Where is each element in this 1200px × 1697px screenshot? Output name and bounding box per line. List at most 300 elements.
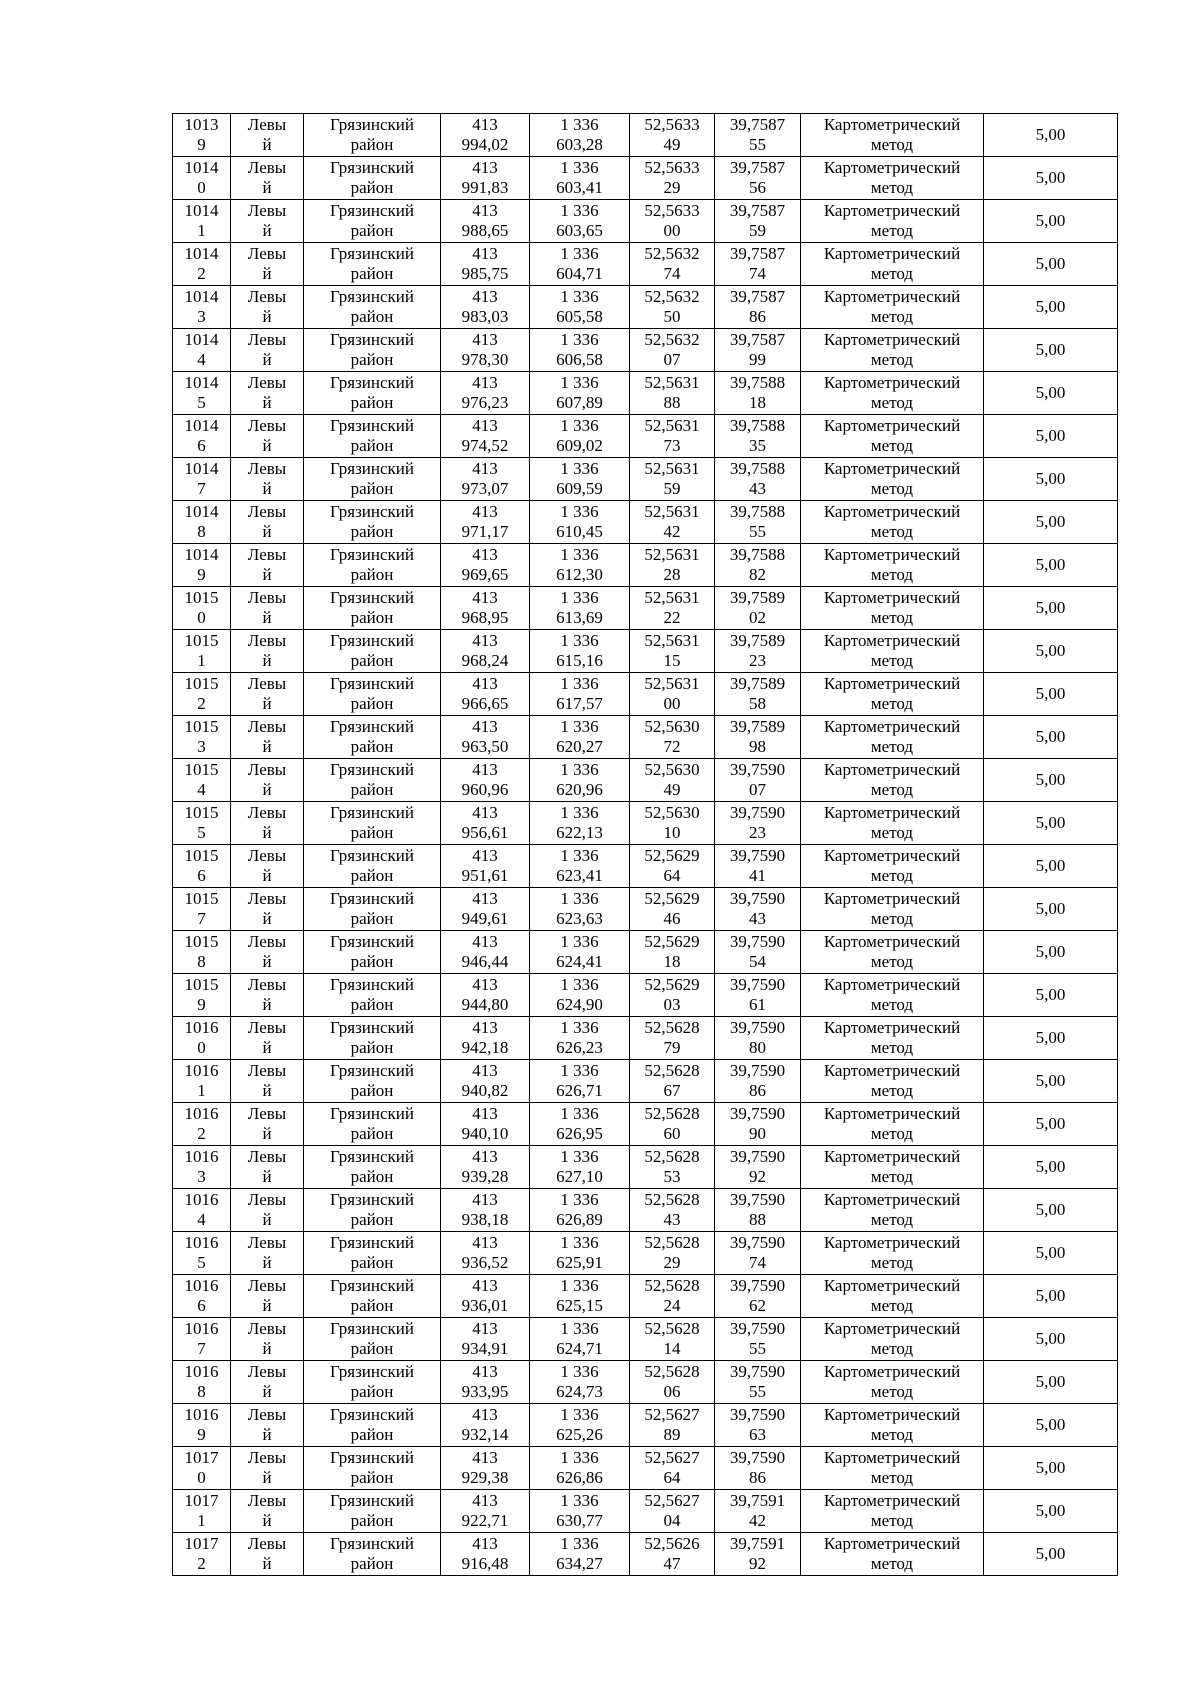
method-cell-text: Картометрический метод [823, 932, 961, 971]
bank-side-cell-text: Левы й [247, 1534, 287, 1573]
method-cell-text: Картометрический метод [823, 846, 961, 885]
method-cell-text: Картометрический метод [823, 760, 961, 799]
point-number-cell-text: 1014 2 [184, 244, 219, 283]
latitude-cell-text: 52,5632 50 [644, 287, 700, 326]
longitude-cell-text: 39,7590 63 [729, 1405, 786, 1444]
point-number-cell-text: 1014 1 [184, 201, 219, 240]
district-cell [304, 1189, 441, 1232]
x-coordinate-cell [441, 974, 530, 1017]
accuracy-cell-text: 5,00 [1035, 1028, 1066, 1047]
district-cell [304, 329, 441, 372]
method-cell [801, 716, 984, 759]
x-coordinate-cell [441, 243, 530, 286]
district-cell-text: Грязинский район [330, 717, 414, 756]
point-number-cell-text: 1015 9 [184, 975, 219, 1014]
longitude-cell [715, 1404, 801, 1447]
latitude-cell [630, 630, 715, 673]
district-cell [304, 200, 441, 243]
bank-side-cell-text: Левы й [247, 287, 287, 326]
x-coordinate-cell-text: 413 968,24 [461, 631, 509, 670]
accuracy-cell-text: 5,00 [1035, 1458, 1066, 1477]
latitude-cell-text: 52,5628 24 [644, 1276, 700, 1315]
bank-side-cell [231, 501, 304, 544]
bank-side-cell [231, 372, 304, 415]
accuracy-cell [984, 1146, 1118, 1189]
y-coordinate-cell-text: 1 336 612,30 [556, 545, 603, 584]
x-coordinate-cell-text: 413 971,17 [461, 502, 509, 541]
district-cell-text: Грязинский район [330, 330, 414, 369]
accuracy-cell [984, 114, 1118, 157]
accuracy-cell-text: 5,00 [1035, 469, 1066, 488]
point-number-cell [173, 1275, 231, 1318]
latitude-cell [630, 243, 715, 286]
y-coordinate-cell-text: 1 336 606,58 [556, 330, 603, 369]
latitude-cell-text: 52,5631 42 [644, 502, 700, 541]
latitude-cell-text: 52,5631 59 [644, 459, 700, 498]
district-cell [304, 501, 441, 544]
table-row [173, 587, 1118, 630]
district-cell [304, 1146, 441, 1189]
longitude-cell [715, 1189, 801, 1232]
table-row [173, 157, 1118, 200]
longitude-cell-text: 39,7590 61 [729, 975, 786, 1014]
accuracy-cell [984, 802, 1118, 845]
longitude-cell-text: 39,7589 23 [729, 631, 786, 670]
accuracy-cell [984, 759, 1118, 802]
latitude-cell-text: 52,5633 00 [644, 201, 700, 240]
table-row [173, 286, 1118, 329]
x-coordinate-cell-text: 413 966,65 [461, 674, 509, 713]
accuracy-cell [984, 1060, 1118, 1103]
method-cell-text: Картометрический метод [823, 1190, 961, 1229]
method-cell [801, 630, 984, 673]
district-cell [304, 1232, 441, 1275]
bank-side-cell [231, 1146, 304, 1189]
latitude-cell [630, 1533, 715, 1576]
latitude-cell [630, 415, 715, 458]
accuracy-cell-text: 5,00 [1035, 856, 1066, 875]
longitude-cell-text: 39,7590 92 [729, 1147, 786, 1186]
accuracy-cell [984, 673, 1118, 716]
latitude-cell [630, 888, 715, 931]
method-cell-text: Картометрический метод [823, 373, 961, 412]
district-cell-text: Грязинский район [330, 373, 414, 412]
accuracy-cell [984, 1533, 1118, 1576]
accuracy-cell [984, 501, 1118, 544]
x-coordinate-cell [441, 630, 530, 673]
longitude-cell [715, 716, 801, 759]
longitude-cell-text: 39,7587 74 [729, 244, 786, 283]
y-coordinate-cell [530, 243, 630, 286]
x-coordinate-cell-text: 413 973,07 [461, 459, 509, 498]
bank-side-cell-text: Левы й [247, 674, 287, 713]
point-number-cell [173, 1103, 231, 1146]
longitude-cell-text: 39,7590 54 [729, 932, 786, 971]
latitude-cell [630, 544, 715, 587]
method-cell [801, 1490, 984, 1533]
latitude-cell-text: 52,5627 64 [644, 1448, 700, 1487]
latitude-cell-text: 52,5630 49 [644, 760, 700, 799]
x-coordinate-cell-text: 413 978,30 [461, 330, 509, 369]
y-coordinate-cell [530, 1146, 630, 1189]
district-cell-text: Грязинский район [330, 1233, 414, 1272]
method-cell-text: Картометрический метод [823, 674, 961, 713]
bank-side-cell [231, 1060, 304, 1103]
table-row [173, 1490, 1118, 1533]
longitude-cell-text: 39,7591 42 [729, 1491, 786, 1530]
accuracy-cell-text: 5,00 [1035, 211, 1066, 230]
longitude-cell-text: 39,7589 02 [729, 588, 786, 627]
method-cell [801, 501, 984, 544]
point-number-cell-text: 1016 0 [184, 1018, 219, 1057]
point-number-cell [173, 286, 231, 329]
accuracy-cell-text: 5,00 [1035, 813, 1066, 832]
longitude-cell-text: 39,7590 41 [729, 846, 786, 885]
district-cell-text: Грязинский район [330, 1405, 414, 1444]
x-coordinate-cell [441, 329, 530, 372]
district-cell [304, 372, 441, 415]
bank-side-cell [231, 1189, 304, 1232]
y-coordinate-cell [530, 888, 630, 931]
district-cell [304, 1404, 441, 1447]
method-cell [801, 1103, 984, 1146]
bank-side-cell-text: Левы й [247, 1276, 287, 1315]
y-coordinate-cell [530, 544, 630, 587]
accuracy-cell-text: 5,00 [1035, 426, 1066, 445]
bank-side-cell [231, 673, 304, 716]
longitude-cell-text: 39,7587 99 [729, 330, 786, 369]
district-cell-text: Грязинский район [330, 545, 414, 584]
district-cell [304, 1318, 441, 1361]
bank-side-cell-text: Левы й [247, 1190, 287, 1229]
accuracy-cell-text: 5,00 [1035, 770, 1066, 789]
method-cell-text: Картометрический метод [823, 1448, 961, 1487]
longitude-cell-text: 39,7591 92 [729, 1534, 786, 1573]
district-cell [304, 286, 441, 329]
y-coordinate-cell [530, 587, 630, 630]
point-number-cell-text: 1016 6 [184, 1276, 219, 1315]
method-cell [801, 802, 984, 845]
bank-side-cell [231, 931, 304, 974]
longitude-cell [715, 587, 801, 630]
longitude-cell-text: 39,7588 55 [729, 502, 786, 541]
bank-side-cell-text: Левы й [247, 244, 287, 283]
latitude-cell-text: 52,5631 00 [644, 674, 700, 713]
accuracy-cell [984, 888, 1118, 931]
point-number-cell-text: 1015 0 [184, 588, 219, 627]
accuracy-cell [984, 415, 1118, 458]
y-coordinate-cell [530, 458, 630, 501]
latitude-cell [630, 1275, 715, 1318]
x-coordinate-cell-text: 413 985,75 [461, 244, 509, 283]
accuracy-cell-text: 5,00 [1035, 899, 1066, 918]
y-coordinate-cell [530, 1361, 630, 1404]
point-number-cell-text: 1016 9 [184, 1405, 219, 1444]
bank-side-cell-text: Левы й [247, 1491, 287, 1530]
table-row [173, 243, 1118, 286]
district-cell [304, 845, 441, 888]
latitude-cell [630, 974, 715, 1017]
accuracy-cell [984, 372, 1118, 415]
table-body [173, 114, 1118, 1576]
point-number-cell [173, 1490, 231, 1533]
point-number-cell [173, 114, 231, 157]
method-cell [801, 1275, 984, 1318]
latitude-cell [630, 673, 715, 716]
district-cell-text: Грязинский район [330, 158, 414, 197]
latitude-cell [630, 716, 715, 759]
point-number-cell-text: 1014 3 [184, 287, 219, 326]
bank-side-cell-text: Левы й [247, 1147, 287, 1186]
x-coordinate-cell [441, 1103, 530, 1146]
bank-side-cell [231, 974, 304, 1017]
y-coordinate-cell-text: 1 336 626,95 [556, 1104, 603, 1143]
bank-side-cell-text: Левы й [247, 760, 287, 799]
x-coordinate-cell-text: 413 922,71 [461, 1491, 509, 1530]
district-cell-text: Грязинский район [330, 631, 414, 670]
district-cell [304, 1017, 441, 1060]
accuracy-cell-text: 5,00 [1035, 254, 1066, 273]
district-cell-text: Грязинский район [330, 1319, 414, 1358]
longitude-cell-text: 39,7587 56 [729, 158, 786, 197]
district-cell-text: Грязинский район [330, 1448, 414, 1487]
x-coordinate-cell-text: 413 988,65 [461, 201, 509, 240]
table-row [173, 329, 1118, 372]
latitude-cell-text: 52,5633 29 [644, 158, 700, 197]
y-coordinate-cell [530, 1060, 630, 1103]
y-coordinate-cell [530, 286, 630, 329]
latitude-cell [630, 372, 715, 415]
point-number-cell-text: 1015 6 [184, 846, 219, 885]
x-coordinate-cell [441, 1146, 530, 1189]
x-coordinate-cell-text: 413 968,95 [461, 588, 509, 627]
longitude-cell [715, 1533, 801, 1576]
point-number-cell [173, 458, 231, 501]
bank-side-cell-text: Левы й [247, 846, 287, 885]
table-row [173, 501, 1118, 544]
district-cell [304, 802, 441, 845]
x-coordinate-cell [441, 1318, 530, 1361]
x-coordinate-cell [441, 458, 530, 501]
x-coordinate-cell [441, 716, 530, 759]
accuracy-cell [984, 1447, 1118, 1490]
point-number-cell-text: 1014 8 [184, 502, 219, 541]
y-coordinate-cell [530, 1490, 630, 1533]
point-number-cell-text: 1015 2 [184, 674, 219, 713]
accuracy-cell-text: 5,00 [1035, 340, 1066, 359]
latitude-cell [630, 931, 715, 974]
method-cell [801, 974, 984, 1017]
y-coordinate-cell-text: 1 336 624,90 [556, 975, 603, 1014]
latitude-cell [630, 1189, 715, 1232]
latitude-cell-text: 52,5628 79 [644, 1018, 700, 1057]
x-coordinate-cell-text: 413 936,01 [461, 1276, 509, 1315]
latitude-cell [630, 1361, 715, 1404]
longitude-cell-text: 39,7590 07 [729, 760, 786, 799]
method-cell [801, 157, 984, 200]
bank-side-cell [231, 1232, 304, 1275]
district-cell [304, 716, 441, 759]
x-coordinate-cell-text: 413 960,96 [461, 760, 509, 799]
latitude-cell [630, 1404, 715, 1447]
method-cell-text: Картометрический метод [823, 1104, 961, 1143]
bank-side-cell-text: Левы й [247, 115, 287, 154]
accuracy-cell [984, 1318, 1118, 1361]
district-cell [304, 759, 441, 802]
point-number-cell [173, 1060, 231, 1103]
method-cell-text: Картометрический метод [823, 1534, 961, 1573]
bank-side-cell-text: Левы й [247, 1104, 287, 1143]
table-row [173, 673, 1118, 716]
bank-side-cell-text: Левы й [247, 1405, 287, 1444]
y-coordinate-cell [530, 200, 630, 243]
method-cell-text: Картометрический метод [823, 1276, 961, 1315]
longitude-cell [715, 1060, 801, 1103]
method-cell-text: Картометрический метод [823, 1233, 961, 1272]
latitude-cell-text: 52,5626 47 [644, 1534, 700, 1573]
longitude-cell-text: 39,7590 62 [729, 1276, 786, 1315]
bank-side-cell [231, 1447, 304, 1490]
latitude-cell [630, 286, 715, 329]
accuracy-cell [984, 931, 1118, 974]
longitude-cell [715, 1447, 801, 1490]
method-cell-text: Картометрический метод [823, 330, 961, 369]
table-row [173, 372, 1118, 415]
accuracy-cell [984, 243, 1118, 286]
district-cell-text: Грязинский район [330, 889, 414, 928]
longitude-cell-text: 39,7587 55 [729, 115, 786, 154]
accuracy-cell-text: 5,00 [1035, 1200, 1066, 1219]
longitude-cell-text: 39,7587 86 [729, 287, 786, 326]
method-cell [801, 1361, 984, 1404]
x-coordinate-cell [441, 1533, 530, 1576]
method-cell [801, 1189, 984, 1232]
latitude-cell [630, 1490, 715, 1533]
x-coordinate-cell [441, 415, 530, 458]
y-coordinate-cell-text: 1 336 625,26 [556, 1405, 603, 1444]
x-coordinate-cell-text: 413 942,18 [461, 1018, 509, 1057]
y-coordinate-cell [530, 716, 630, 759]
x-coordinate-cell-text: 413 994,02 [461, 115, 509, 154]
longitude-cell [715, 888, 801, 931]
table-row [173, 1533, 1118, 1576]
method-cell [801, 845, 984, 888]
x-coordinate-cell-text: 413 939,28 [461, 1147, 509, 1186]
district-cell-text: Грязинский район [330, 1104, 414, 1143]
method-cell-text: Картометрический метод [823, 201, 961, 240]
point-number-cell [173, 329, 231, 372]
district-cell [304, 587, 441, 630]
method-cell-text: Картометрический метод [823, 631, 961, 670]
y-coordinate-cell-text: 1 336 626,89 [556, 1190, 603, 1229]
x-coordinate-cell-text: 413 916,48 [461, 1534, 509, 1573]
table-row [173, 759, 1118, 802]
accuracy-cell-text: 5,00 [1035, 942, 1066, 961]
method-cell-text: Картометрический метод [823, 545, 961, 584]
x-coordinate-cell-text: 413 940,82 [461, 1061, 509, 1100]
longitude-cell-text: 39,7587 59 [729, 201, 786, 240]
bank-side-cell-text: Левы й [247, 717, 287, 756]
table-row [173, 716, 1118, 759]
district-cell-text: Грязинский район [330, 287, 414, 326]
method-cell [801, 1017, 984, 1060]
latitude-cell [630, 759, 715, 802]
district-cell [304, 931, 441, 974]
y-coordinate-cell [530, 759, 630, 802]
district-cell-text: Грязинский район [330, 760, 414, 799]
longitude-cell [715, 372, 801, 415]
method-cell-text: Картометрический метод [823, 1319, 961, 1358]
x-coordinate-cell [441, 1275, 530, 1318]
bank-side-cell-text: Левы й [247, 1233, 287, 1272]
point-number-cell [173, 845, 231, 888]
bank-side-cell [231, 243, 304, 286]
bank-side-cell [231, 1361, 304, 1404]
x-coordinate-cell-text: 413 951,61 [461, 846, 509, 885]
method-cell [801, 1404, 984, 1447]
method-cell-text: Картометрический метод [823, 588, 961, 627]
latitude-cell [630, 458, 715, 501]
point-number-cell [173, 587, 231, 630]
x-coordinate-cell [441, 1361, 530, 1404]
latitude-cell [630, 157, 715, 200]
y-coordinate-cell-text: 1 336 615,16 [556, 631, 603, 670]
bank-side-cell-text: Левы й [247, 1018, 287, 1057]
longitude-cell [715, 1017, 801, 1060]
x-coordinate-cell-text: 413 940,10 [461, 1104, 509, 1143]
longitude-cell-text: 39,7589 98 [729, 717, 786, 756]
point-number-cell [173, 157, 231, 200]
point-number-cell [173, 630, 231, 673]
point-number-cell [173, 888, 231, 931]
point-number-cell [173, 415, 231, 458]
table-row [173, 200, 1118, 243]
latitude-cell-text: 52,5631 28 [644, 545, 700, 584]
longitude-cell [715, 114, 801, 157]
method-cell-text: Картометрический метод [823, 1018, 961, 1057]
x-coordinate-cell-text: 413 944,80 [461, 975, 509, 1014]
x-coordinate-cell [441, 845, 530, 888]
longitude-cell [715, 759, 801, 802]
table-row [173, 845, 1118, 888]
district-cell-text: Грязинский район [330, 1534, 414, 1573]
point-number-cell [173, 243, 231, 286]
point-number-cell [173, 1189, 231, 1232]
point-number-cell [173, 673, 231, 716]
latitude-cell-text: 52,5630 10 [644, 803, 700, 842]
x-coordinate-cell-text: 413 963,50 [461, 717, 509, 756]
longitude-cell-text: 39,7590 55 [729, 1362, 786, 1401]
point-number-cell-text: 1017 2 [184, 1534, 219, 1573]
district-cell [304, 114, 441, 157]
accuracy-cell [984, 716, 1118, 759]
accuracy-cell-text: 5,00 [1035, 1372, 1066, 1391]
bank-side-cell [231, 630, 304, 673]
point-number-cell-text: 1015 8 [184, 932, 219, 971]
latitude-cell-text: 52,5629 64 [644, 846, 700, 885]
x-coordinate-cell [441, 1189, 530, 1232]
method-cell [801, 200, 984, 243]
y-coordinate-cell-text: 1 336 607,89 [556, 373, 603, 412]
latitude-cell-text: 52,5629 03 [644, 975, 700, 1014]
x-coordinate-cell-text: 413 929,38 [461, 1448, 509, 1487]
y-coordinate-cell [530, 1275, 630, 1318]
latitude-cell-text: 52,5627 89 [644, 1405, 700, 1444]
x-coordinate-cell [441, 544, 530, 587]
method-cell [801, 372, 984, 415]
x-coordinate-cell-text: 413 949,61 [461, 889, 509, 928]
table-row [173, 1103, 1118, 1146]
